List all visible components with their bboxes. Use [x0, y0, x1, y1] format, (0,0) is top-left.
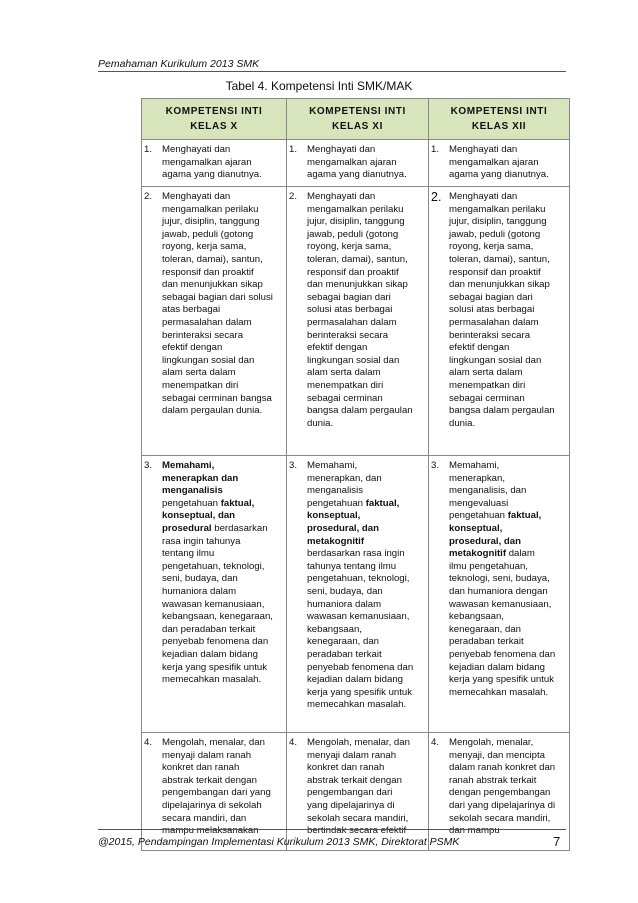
text-line: dan menunjukkan sikap	[307, 279, 408, 291]
table-header-row	[142, 99, 570, 140]
text-line: solusi atas berbagai	[449, 304, 535, 316]
text-line: ranah abstrak terkait	[449, 774, 537, 786]
text-line: abstrak terkait dengan	[162, 774, 257, 786]
table-cell	[429, 733, 570, 851]
text-line: ilmu pengetahuan,	[449, 560, 528, 572]
item-number: 3.	[144, 460, 153, 471]
bold-term: konseptual, dan	[162, 510, 236, 522]
text-line: dipelajarinya di sekolah	[162, 799, 262, 811]
text-line: kebangsaan,	[449, 611, 504, 623]
text-line: dunia.	[449, 417, 476, 429]
text-line: Menghayati dan	[162, 191, 231, 202]
text-line: dengan pengembangan	[449, 787, 551, 799]
text-line: efektif dengan	[449, 342, 510, 354]
text-line: sebagai cerminan bangsa	[162, 392, 272, 404]
text-line	[162, 498, 283, 511]
text-line: konkret dan ranah	[307, 762, 385, 774]
table-cell	[287, 187, 429, 456]
text-line: efektif dengan	[307, 342, 368, 354]
bold-term: prosedural, dan	[449, 535, 521, 547]
text-line: solusi atas berbagai	[307, 304, 393, 316]
text-line: menganalisis, dan	[449, 485, 527, 497]
text-line: sekolah secara mandiri,	[307, 812, 409, 824]
text-run: pengetahuan	[449, 510, 508, 522]
text-line: mengamalkan perilaku	[307, 203, 404, 215]
table-cell	[142, 140, 287, 187]
table-row	[142, 187, 570, 456]
text-line: Memahami,	[449, 460, 500, 471]
text-line: permasalahan dalam	[449, 316, 539, 328]
column-header-kelas-xii	[429, 99, 570, 140]
text-line: toleran, damai), santun,	[307, 253, 408, 265]
text-line: permasalahan dalam	[307, 316, 397, 328]
item-text	[162, 460, 283, 724]
item-number: 1.	[431, 144, 440, 155]
bold-term: faktual,	[507, 510, 542, 522]
text-line: rasa ingin tahunya	[162, 535, 241, 547]
item-number: 3.	[431, 460, 440, 471]
text-line: Mengolah, menalar,	[449, 737, 534, 748]
item-text	[307, 460, 425, 724]
item-number: 2.	[144, 191, 153, 202]
bold-term: faktual,	[220, 497, 255, 509]
text-line: agama yang dianutnya.	[449, 169, 549, 181]
text-line: bangsa dalam pergaulan	[449, 405, 555, 417]
item-text	[449, 191, 566, 447]
text-line: toleran, damai), santun,	[449, 253, 550, 265]
text-line: responsif dan proaktif	[162, 266, 254, 278]
text-line: pengetahuan, teknologi,	[307, 573, 410, 585]
column-header-line: KELAS XI	[332, 121, 383, 132]
bold-term: faktual,	[365, 497, 400, 509]
table-cell	[142, 456, 287, 733]
text-line: royong, kerja sama,	[307, 241, 392, 253]
text-line: berinteraksi secara	[449, 329, 531, 341]
text-line	[307, 536, 425, 549]
text-line	[307, 523, 425, 536]
text-line: menempatkan diri	[449, 379, 526, 391]
text-line: Mengolah, menalar, dan	[162, 737, 265, 748]
text-run: dalam	[506, 548, 535, 560]
text-line: alam serta dalam	[307, 367, 381, 379]
text-line: Menghayati dan	[162, 144, 231, 155]
table-cell	[429, 456, 570, 733]
text-line: mampu melaksanakan	[162, 825, 259, 837]
bold-term: menganalisis	[162, 485, 223, 497]
text-line: dalam pergaulan dunia.	[162, 405, 263, 417]
table-cell	[142, 187, 287, 456]
column-header-line: KOMPETENSI INTI	[450, 106, 548, 117]
text-line: dan peradaban terkait	[162, 623, 256, 635]
competency-item	[287, 187, 428, 455]
competency-item	[142, 733, 286, 850]
text-line: abstrak terkait dengan	[307, 774, 402, 786]
text-line: jujur, disiplin, tanggung	[162, 216, 260, 228]
text-line: mengevaluasi	[449, 497, 509, 509]
text-line: jawab, peduli (gotong	[162, 228, 254, 240]
text-line: menyaji dalam ranah	[307, 749, 397, 761]
text-line: menyaji, dan mencipta	[449, 749, 545, 761]
text-line	[162, 485, 283, 498]
item-number: 4.	[431, 737, 440, 748]
text-line	[449, 510, 566, 523]
text-line: dan humaniora dengan	[449, 585, 548, 597]
text-line: menerapkan,	[449, 472, 505, 484]
text-line: pengembangan dari yang	[162, 787, 271, 799]
bold-term: konseptual,	[307, 510, 361, 522]
text-line: Mengolah, menalar, dan	[307, 737, 410, 748]
bold-term: Memahami,	[162, 460, 215, 471]
text-run: pengetahuan	[307, 497, 366, 509]
text-line: humaniora dalam	[307, 598, 382, 610]
text-line: kenegaraan, dan	[307, 636, 380, 648]
text-line: alam serta dalam	[449, 367, 523, 379]
text-line: teknologi, seni, budaya,	[449, 573, 550, 585]
text-line: toleran, damai), santun,	[162, 253, 263, 265]
text-line	[162, 510, 283, 523]
item-number: 1.	[144, 144, 153, 155]
item-text	[162, 191, 283, 447]
text-line: berdasarkan rasa ingin	[307, 548, 405, 560]
text-line: memecahkan masalah.	[449, 686, 549, 698]
text-line: dalam ranah konkret dan	[449, 762, 556, 774]
text-line: yang dipelajarinya di	[307, 799, 395, 811]
item-text	[162, 144, 283, 181]
text-line: wawasan kemanusiaan,	[307, 611, 410, 623]
column-header-kelas-x	[142, 99, 287, 140]
text-line: mengamalkan ajaran	[307, 156, 397, 168]
competency-item	[287, 456, 428, 732]
text-line: sekolah secara mandiri,	[449, 812, 551, 824]
text-line	[307, 510, 425, 523]
text-line: dunia.	[307, 417, 334, 429]
text-line: sebagai bagian dari	[449, 291, 533, 303]
text-line: dan mampu	[449, 825, 500, 837]
text-line: Menghayati dan	[449, 144, 518, 155]
text-line: responsif dan proaktif	[449, 266, 541, 278]
running-footer: @2015, Pendampingan Implementasi Kurikulum 2013 SMK, Direktorat PSMK	[98, 836, 460, 848]
item-text	[162, 737, 283, 842]
text-run: pengetahuan	[162, 497, 221, 509]
text-line: menyaji dalam ranah	[162, 749, 252, 761]
text-line: peradaban terkait	[449, 636, 524, 648]
competency-item	[287, 733, 428, 850]
text-line: penyebab fenomena dan	[449, 648, 556, 660]
column-header-line: KELAS X	[190, 121, 238, 132]
text-line: kebangsaan,	[307, 623, 362, 635]
text-line: Memahami,	[307, 460, 358, 471]
text-line: Menghayati dan	[307, 144, 376, 155]
table-row	[142, 456, 570, 733]
text-line: berinteraksi secara	[162, 329, 244, 341]
text-line	[162, 523, 283, 536]
text-line: kenegaraan, dan	[449, 623, 522, 635]
table-cell	[142, 733, 287, 851]
text-line: lingkungan sosial dan	[449, 354, 542, 366]
text-line: jawab, peduli (gotong	[449, 228, 541, 240]
table-cell	[287, 140, 429, 187]
text-line: secara mandiri, dan	[162, 812, 247, 824]
text-line	[449, 523, 566, 536]
competency-item	[429, 140, 569, 186]
table-cell	[287, 456, 429, 733]
text-line: memecahkan masalah.	[307, 699, 407, 711]
text-line: kejadian dalam bidang	[162, 648, 259, 660]
bold-term: metakognitif	[307, 535, 365, 547]
text-line	[162, 460, 283, 473]
text-line: memecahkan masalah.	[162, 674, 262, 686]
column-header-line: KOMPETENSI INTI	[309, 106, 406, 117]
item-number: 2.	[289, 191, 298, 202]
text-line: konkret dan ranah	[162, 762, 240, 774]
text-line: sebagai bagian dari solusi	[162, 291, 273, 303]
text-line	[162, 473, 283, 486]
text-line: kerja yang spesifik untuk	[449, 674, 555, 686]
text-line: menganalisis	[307, 485, 363, 497]
table-cell	[429, 140, 570, 187]
bold-term: menerapkan dan	[162, 472, 239, 484]
text-line: bertindak secara efektif	[307, 825, 407, 837]
text-line	[449, 548, 566, 561]
column-header-line: KOMPETENSI INTI	[165, 106, 263, 117]
footer-divider	[98, 829, 566, 830]
text-line: jawab, peduli (gotong	[307, 228, 399, 240]
text-line: agama yang dianutnya.	[162, 169, 262, 181]
item-text	[307, 144, 425, 181]
text-line: seni, budaya, dan	[307, 585, 383, 597]
text-line: kejadian dalam bidang	[307, 674, 404, 686]
table-cell	[287, 733, 429, 851]
column-header-line: KELAS XII	[471, 121, 527, 132]
column-header-kelas-xi	[287, 99, 429, 140]
text-line: permasalahan dalam	[162, 316, 252, 328]
competency-table	[141, 98, 570, 851]
bold-term: prosedural, dan	[307, 522, 379, 534]
competency-item	[429, 456, 569, 732]
text-line: alam serta dalam	[162, 367, 236, 379]
text-line: Menghayati dan	[307, 191, 376, 202]
competency-item	[142, 187, 286, 455]
text-line: tahunya tentang ilmu	[307, 560, 397, 572]
text-line: berinteraksi secara	[307, 329, 389, 341]
text-line: wawasan kemanusiaan,	[449, 598, 552, 610]
text-line: kejadian dalam bidang	[449, 661, 546, 673]
bold-term: prosedural	[162, 522, 212, 534]
text-line	[307, 498, 425, 511]
bold-term: konseptual,	[449, 522, 503, 534]
item-number: 4.	[144, 737, 153, 748]
competency-item	[142, 140, 286, 186]
text-line: bangsa dalam pergaulan	[307, 405, 413, 417]
text-line: sebagai cerminan	[449, 392, 525, 404]
text-line: tentang ilmu	[162, 548, 215, 560]
text-line: menempatkan diri	[162, 379, 239, 391]
text-line: royong, kerja sama,	[162, 241, 247, 253]
text-line: jujur, disiplin, tanggung	[449, 216, 547, 228]
item-number: 1.	[289, 144, 298, 155]
competency-item	[287, 140, 428, 186]
text-line: penyebab fenomena dan	[162, 636, 269, 648]
text-line: mengamalkan ajaran	[449, 156, 539, 168]
text-line: dan menunjukkan sikap	[162, 279, 263, 291]
text-line: seni, budaya, dan	[162, 573, 238, 585]
text-line: sebagai bagian dari	[307, 291, 391, 303]
text-line: Menghayati dan	[449, 191, 518, 202]
item-number: 4.	[289, 737, 298, 748]
item-text	[307, 191, 425, 447]
text-line: menempatkan diri	[307, 379, 384, 391]
item-number: 2.	[431, 190, 442, 204]
item-text	[307, 737, 425, 842]
text-line: efektif dengan	[162, 342, 223, 354]
text-line: kerja yang spesifik untuk	[307, 686, 413, 698]
item-text	[449, 737, 566, 842]
page-number: 7	[553, 834, 561, 849]
text-line: atas berbagai	[162, 304, 221, 316]
competency-item	[142, 456, 286, 732]
header-divider	[98, 71, 566, 72]
item-text	[449, 460, 566, 724]
text-line: lingkungan sosial dan	[307, 354, 400, 366]
table-caption: Tabel 4. Kompetensi Inti SMK/MAK	[225, 79, 413, 93]
text-line: agama yang dianutnya.	[307, 169, 407, 181]
text-line: peradaban terkait	[307, 648, 382, 660]
text-line: jujur, disiplin, tanggung	[307, 216, 405, 228]
text-line: kebangsaan, kenegaraan,	[162, 611, 273, 623]
text-line: menerapkan, dan	[307, 472, 382, 484]
running-header: Pemahaman Kurikulum 2013 SMK	[98, 58, 260, 70]
text-line: responsif dan proaktif	[307, 266, 399, 278]
text-line: penyebab fenomena dan	[307, 661, 414, 673]
text-line: mengamalkan perilaku	[449, 203, 546, 215]
text-line: wawasan kemanusiaan,	[162, 598, 265, 610]
text-line: royong, kerja sama,	[449, 241, 534, 253]
table-cell	[429, 187, 570, 456]
text-line: humaniora dalam	[162, 585, 237, 597]
text-line: kerja yang spesifik untuk	[162, 661, 268, 673]
item-text	[449, 144, 566, 181]
text-run: berdasarkan	[211, 522, 268, 534]
text-line: lingkungan sosial dan	[162, 354, 255, 366]
text-line: dan menunjukkan sikap	[449, 279, 550, 291]
text-line: sebagai cerminan	[307, 392, 383, 404]
text-line: pengembangan dari	[307, 787, 393, 799]
table-row	[142, 733, 570, 851]
competency-item	[429, 733, 569, 850]
text-line: mengamalkan ajaran	[162, 156, 252, 168]
text-line: pengetahuan, teknologi,	[162, 560, 265, 572]
text-line	[449, 536, 566, 549]
item-number: 3.	[289, 460, 298, 471]
competency-item	[429, 187, 569, 455]
table-row	[142, 140, 570, 187]
bold-term: metakognitif	[449, 548, 507, 560]
text-line: dari yang dipelajarinya di	[449, 799, 556, 811]
text-line: mengamalkan perilaku	[162, 203, 259, 215]
